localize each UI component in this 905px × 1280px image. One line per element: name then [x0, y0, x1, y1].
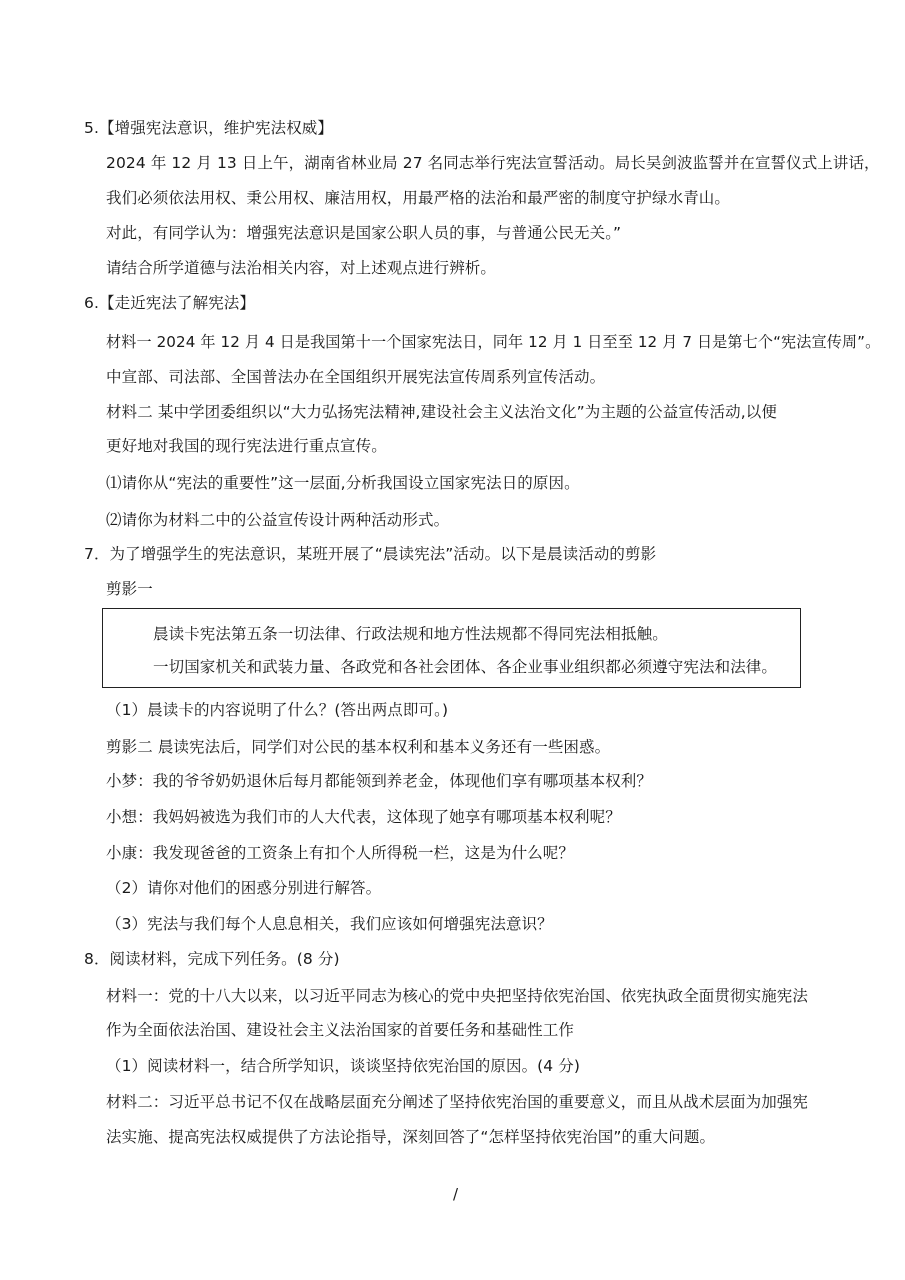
q5-line-2: 我们必须依法用权、秉公用权、廉洁用权，用最严格的法治和最严密的制度守护绿水青山。 — [106, 189, 731, 207]
q7-xiaokang: 小康：我发现爸爸的工资条上有扣个人所得税一栏，这是为什么呢？ — [106, 844, 575, 862]
q8-line-4: 法实施、提高宪法权威提供了方法论指导，深刻回答了“怎样坚持依宪治国”的重大问题。 — [106, 1128, 716, 1146]
q7-subq-1: （1）晨读卡的内容说明了什么？(答出两点即可。) — [106, 701, 449, 719]
q7-subq-3: （3）宪法与我们每个人息息相关，我们应该如何增强宪法意识？ — [106, 915, 553, 933]
q5-line-1: 2024 年 12 月 13 日上午，湖南省林业局 27 名同志举行宪法宣誓活动。局长吴剑波监誓并在宣誓仪式上讲话， — [106, 154, 880, 172]
q5-line-4: 请结合所学道德与法治相关内容，对上述观点进行辨析。 — [106, 259, 497, 277]
q6-title: 6.【走近宪法了解宪法】 — [84, 294, 255, 312]
q6-line-4: 更好地对我国的现行宪法进行重点宣传。 — [106, 437, 387, 455]
card-line-2: 一切国家机关和武装力量、各政党和各社会团体、各企业事业组织都必须遵守宪法和法律。 — [153, 658, 778, 676]
q8-subq-1: （1）阅读材料一，结合所学知识，谈谈坚持依宪治国的原因。(4 分) — [106, 1057, 581, 1075]
q6-line-2: 中宣部、司法部、全国普法办在全国组织开展宪法宣传周系列宣传活动。 — [106, 368, 606, 386]
q6-subq-2: ⑵请你为材料二中的公益宣传设计两种活动形式。 — [106, 511, 450, 529]
card-line-1: 晨读卡宪法第五条一切法律、行政法规和地方性法规都不得同宪法相抵触。 — [153, 625, 668, 643]
page-footer-mark: / — [453, 1185, 459, 1203]
q5-title: 5.【增强宪法意识，维护宪法权威】 — [84, 119, 333, 137]
q8-line-3: 材料二：习近平总书记不仅在战略层面充分阐述了坚持依宪治国的重要意义，而且从战术层面为加强宪 — [106, 1093, 809, 1111]
q7-clip2: 剪影二 晨读宪法后，同学们对公民的基本权利和基本义务还有一些困惑。 — [106, 738, 611, 756]
q6-line-1: 材料一 2024 年 12 月 4 日是我国第十一个国家宪法日，同年 12 月 1 日至至 12 月 7 日是第七个“宪法宣传周”。 — [106, 333, 881, 351]
q5-line-3: 对此，有同学认为：增强宪法意识是国家公职人员的事，与普通公民无关。” — [106, 224, 622, 242]
q7-xiaomeng: 小梦：我的爷爷奶奶退休后每月都能领到养老金，体现他们享有哪项基本权利？ — [106, 772, 653, 790]
q6-line-3: 材料二 某中学团委组织以“大力弘扬宪法精神,建设社会主义法治文化”为主题的公益宣传活动,以便 — [106, 403, 777, 421]
q7-xiaoxiang: 小想：我妈妈被选为我们市的人大代表，这体现了她享有哪项基本权利呢？ — [106, 808, 621, 826]
q7-subq-2: （2）请你对他们的困惑分别进行解答。 — [106, 879, 382, 897]
q6-subq-1: ⑴请你从“宪法的重要性”这一层面,分析我国设立国家宪法日的原因。 — [106, 474, 580, 492]
q8-line-2: 作为全面依法治国、建设社会主义法治国家的首要任务和基础性工作 — [106, 1021, 575, 1039]
q8-title: 8．阅读材料，完成下列任务。(8 分) — [84, 950, 340, 968]
q7-title: 7．为了增强学生的宪法意识，某班开展了“晨读宪法”活动。以下是晨读活动的剪影 — [84, 545, 657, 563]
q7-clip1-label: 剪影一 — [106, 580, 153, 598]
morning-reading-card — [102, 608, 801, 688]
q8-line-1: 材料一：党的十八大以来，以习近平同志为核心的党中央把坚持依宪治国、依宪执政全面贯彻实施宪法 — [106, 987, 809, 1005]
